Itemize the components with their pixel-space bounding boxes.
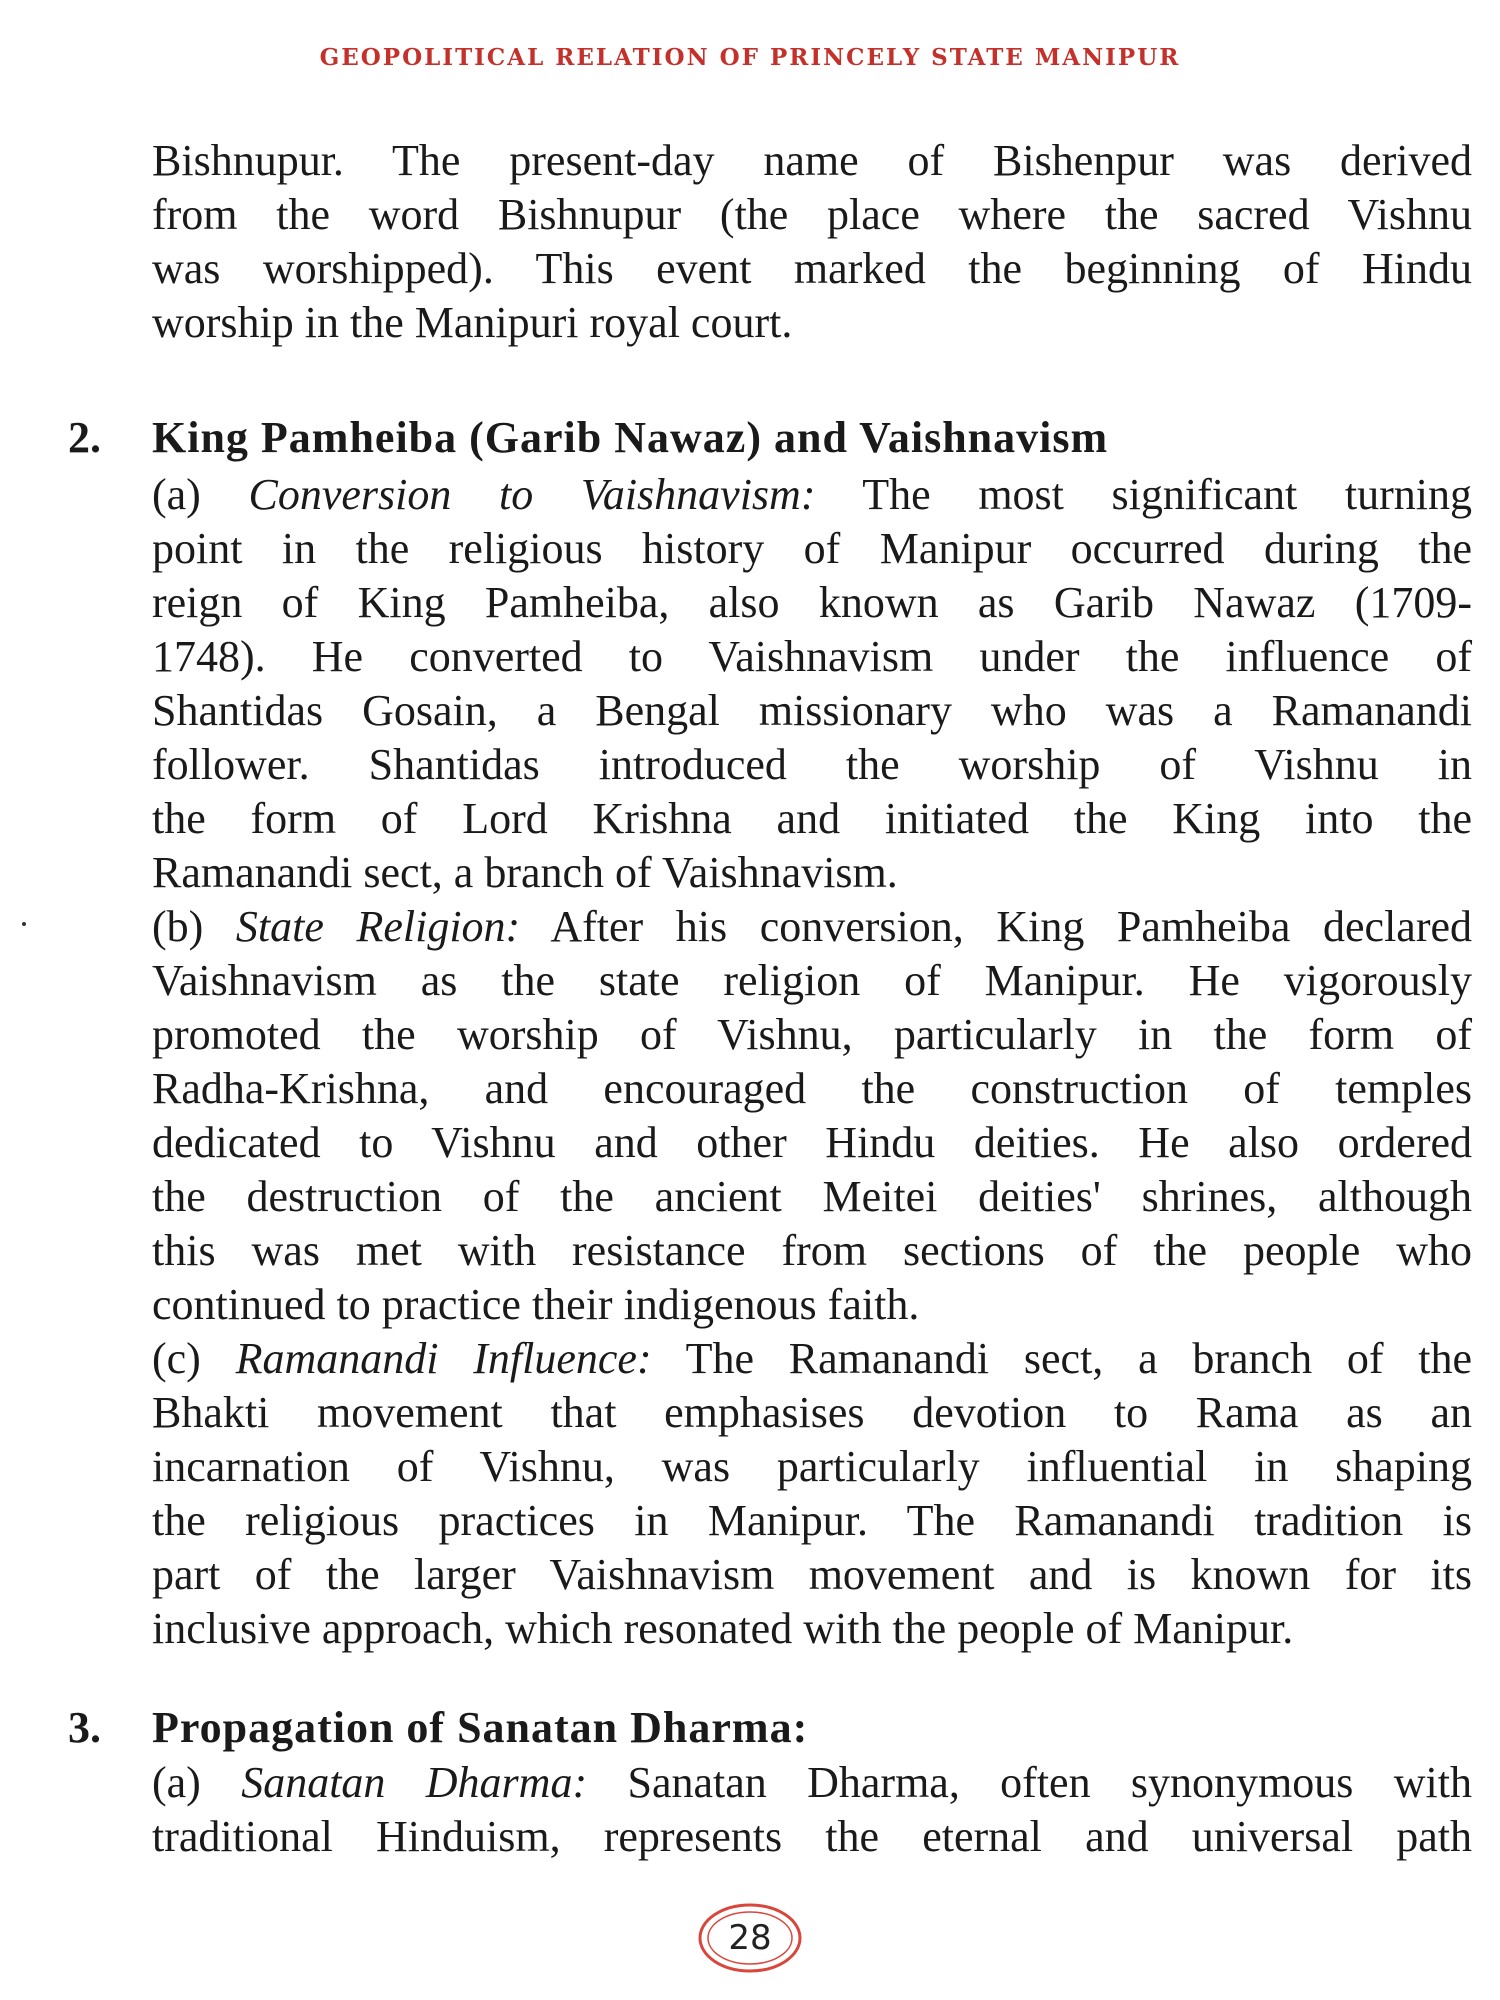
page-number-badge — [696, 1902, 804, 1974]
section-2-number: 2. — [68, 413, 101, 462]
text-line: Vaishnavism as the state religion of Manipur. He vigorously — [152, 956, 1472, 1005]
running-header: GEOPOLITICAL RELATION OF PRINCELY STATE MANIPUR — [319, 44, 1181, 71]
item-title: Ramanandi Influence: — [235, 1334, 652, 1383]
text-line: from the word Bishnupur (the place where the sacred Vishnu — [152, 190, 1472, 239]
text-line: inclusive approach, which resonated with the people of Manipur. — [152, 1604, 1294, 1653]
text-line: traditional Hinduism, represents the eternal and universal path — [152, 1812, 1472, 1861]
text-line: reign of King Pamheiba, also known as Garib Nawaz (1709- — [152, 578, 1472, 627]
text-line: point in the religious history of Manipur occurred during the — [152, 524, 1472, 573]
section-2a-paragraph — [152, 468, 1472, 900]
page-number: 28 — [728, 1918, 772, 1958]
section-2c-paragraph — [152, 1332, 1472, 1656]
item-text: Sanatan Dharma, often synonymous with — [627, 1758, 1472, 1807]
item-text: The Ramanandi sect, a branch of the — [685, 1334, 1473, 1383]
text-line: part of the larger Vaishnavism movement and is known for its — [152, 1550, 1472, 1599]
text-line: worship in the Manipuri royal court. — [152, 298, 793, 347]
item-title: Sanatan Dharma: — [241, 1758, 588, 1807]
text-line: the destruction of the ancient Meitei deities' shrines, although — [152, 1172, 1472, 1221]
text-line — [152, 1756, 1472, 1810]
section-2-heading: King Pamheiba (Garib Nawaz) and Vaishnavism — [152, 413, 1109, 462]
text-line: Shantidas Gosain, a Bengal missionary who was a Ramanandi — [152, 686, 1472, 735]
text-line: continued to practice their indigenous faith. — [152, 1280, 920, 1329]
intro-paragraph — [152, 134, 1472, 350]
text-line: Bhakti movement that emphasises devotion to Rama as an — [152, 1388, 1472, 1437]
section-3-number: 3. — [68, 1703, 101, 1752]
text-line: incarnation of Vishnu, was particularly influential in shaping — [152, 1442, 1472, 1491]
text-line: Ramanandi sect, a branch of Vaishnavism. — [152, 848, 898, 897]
item-label: (a) — [152, 1758, 201, 1807]
item-label: (c) — [152, 1334, 201, 1383]
text-line: follower. Shantidas introduced the worship of Vishnu in — [152, 740, 1472, 789]
item-label: (b) — [152, 902, 204, 951]
item-title: Conversion to Vaishnavism: — [248, 470, 816, 519]
text-line: dedicated to Vishnu and other Hindu deities. He also ordered — [152, 1118, 1472, 1167]
scan-speck — [22, 922, 26, 926]
text-line — [152, 1332, 1472, 1386]
text-line — [152, 468, 1472, 522]
text-line: 1748). He converted to Vaishnavism under the influence of — [152, 632, 1472, 681]
text-line: the form of Lord Krishna and initiated the King into the — [152, 794, 1472, 843]
section-2b-paragraph — [152, 900, 1472, 1332]
item-text: The most significant turning — [862, 470, 1472, 519]
item-text: After his conversion, King Pamheiba declared — [550, 902, 1473, 951]
text-line: Bishnupur. The present-day name of Bishenpur was derived — [152, 136, 1472, 185]
text-line: Radha-Krishna, and encouraged the construction of temples — [152, 1064, 1472, 1113]
section-3a-paragraph — [152, 1756, 1472, 1864]
text-line: promoted the worship of Vishnu, particularly in the form of — [152, 1010, 1472, 1059]
text-line — [152, 900, 1472, 954]
text-line: was worshipped). This event marked the beginning of Hindu — [152, 244, 1472, 293]
item-title: State Religion: — [235, 902, 521, 951]
item-label: (a) — [152, 470, 201, 519]
text-line: this was met with resistance from sections of the people who — [152, 1226, 1472, 1275]
section-3-heading: Propagation of Sanatan Dharma: — [152, 1703, 809, 1752]
text-line: the religious practices in Manipur. The Ramanandi tradition is — [152, 1496, 1472, 1545]
